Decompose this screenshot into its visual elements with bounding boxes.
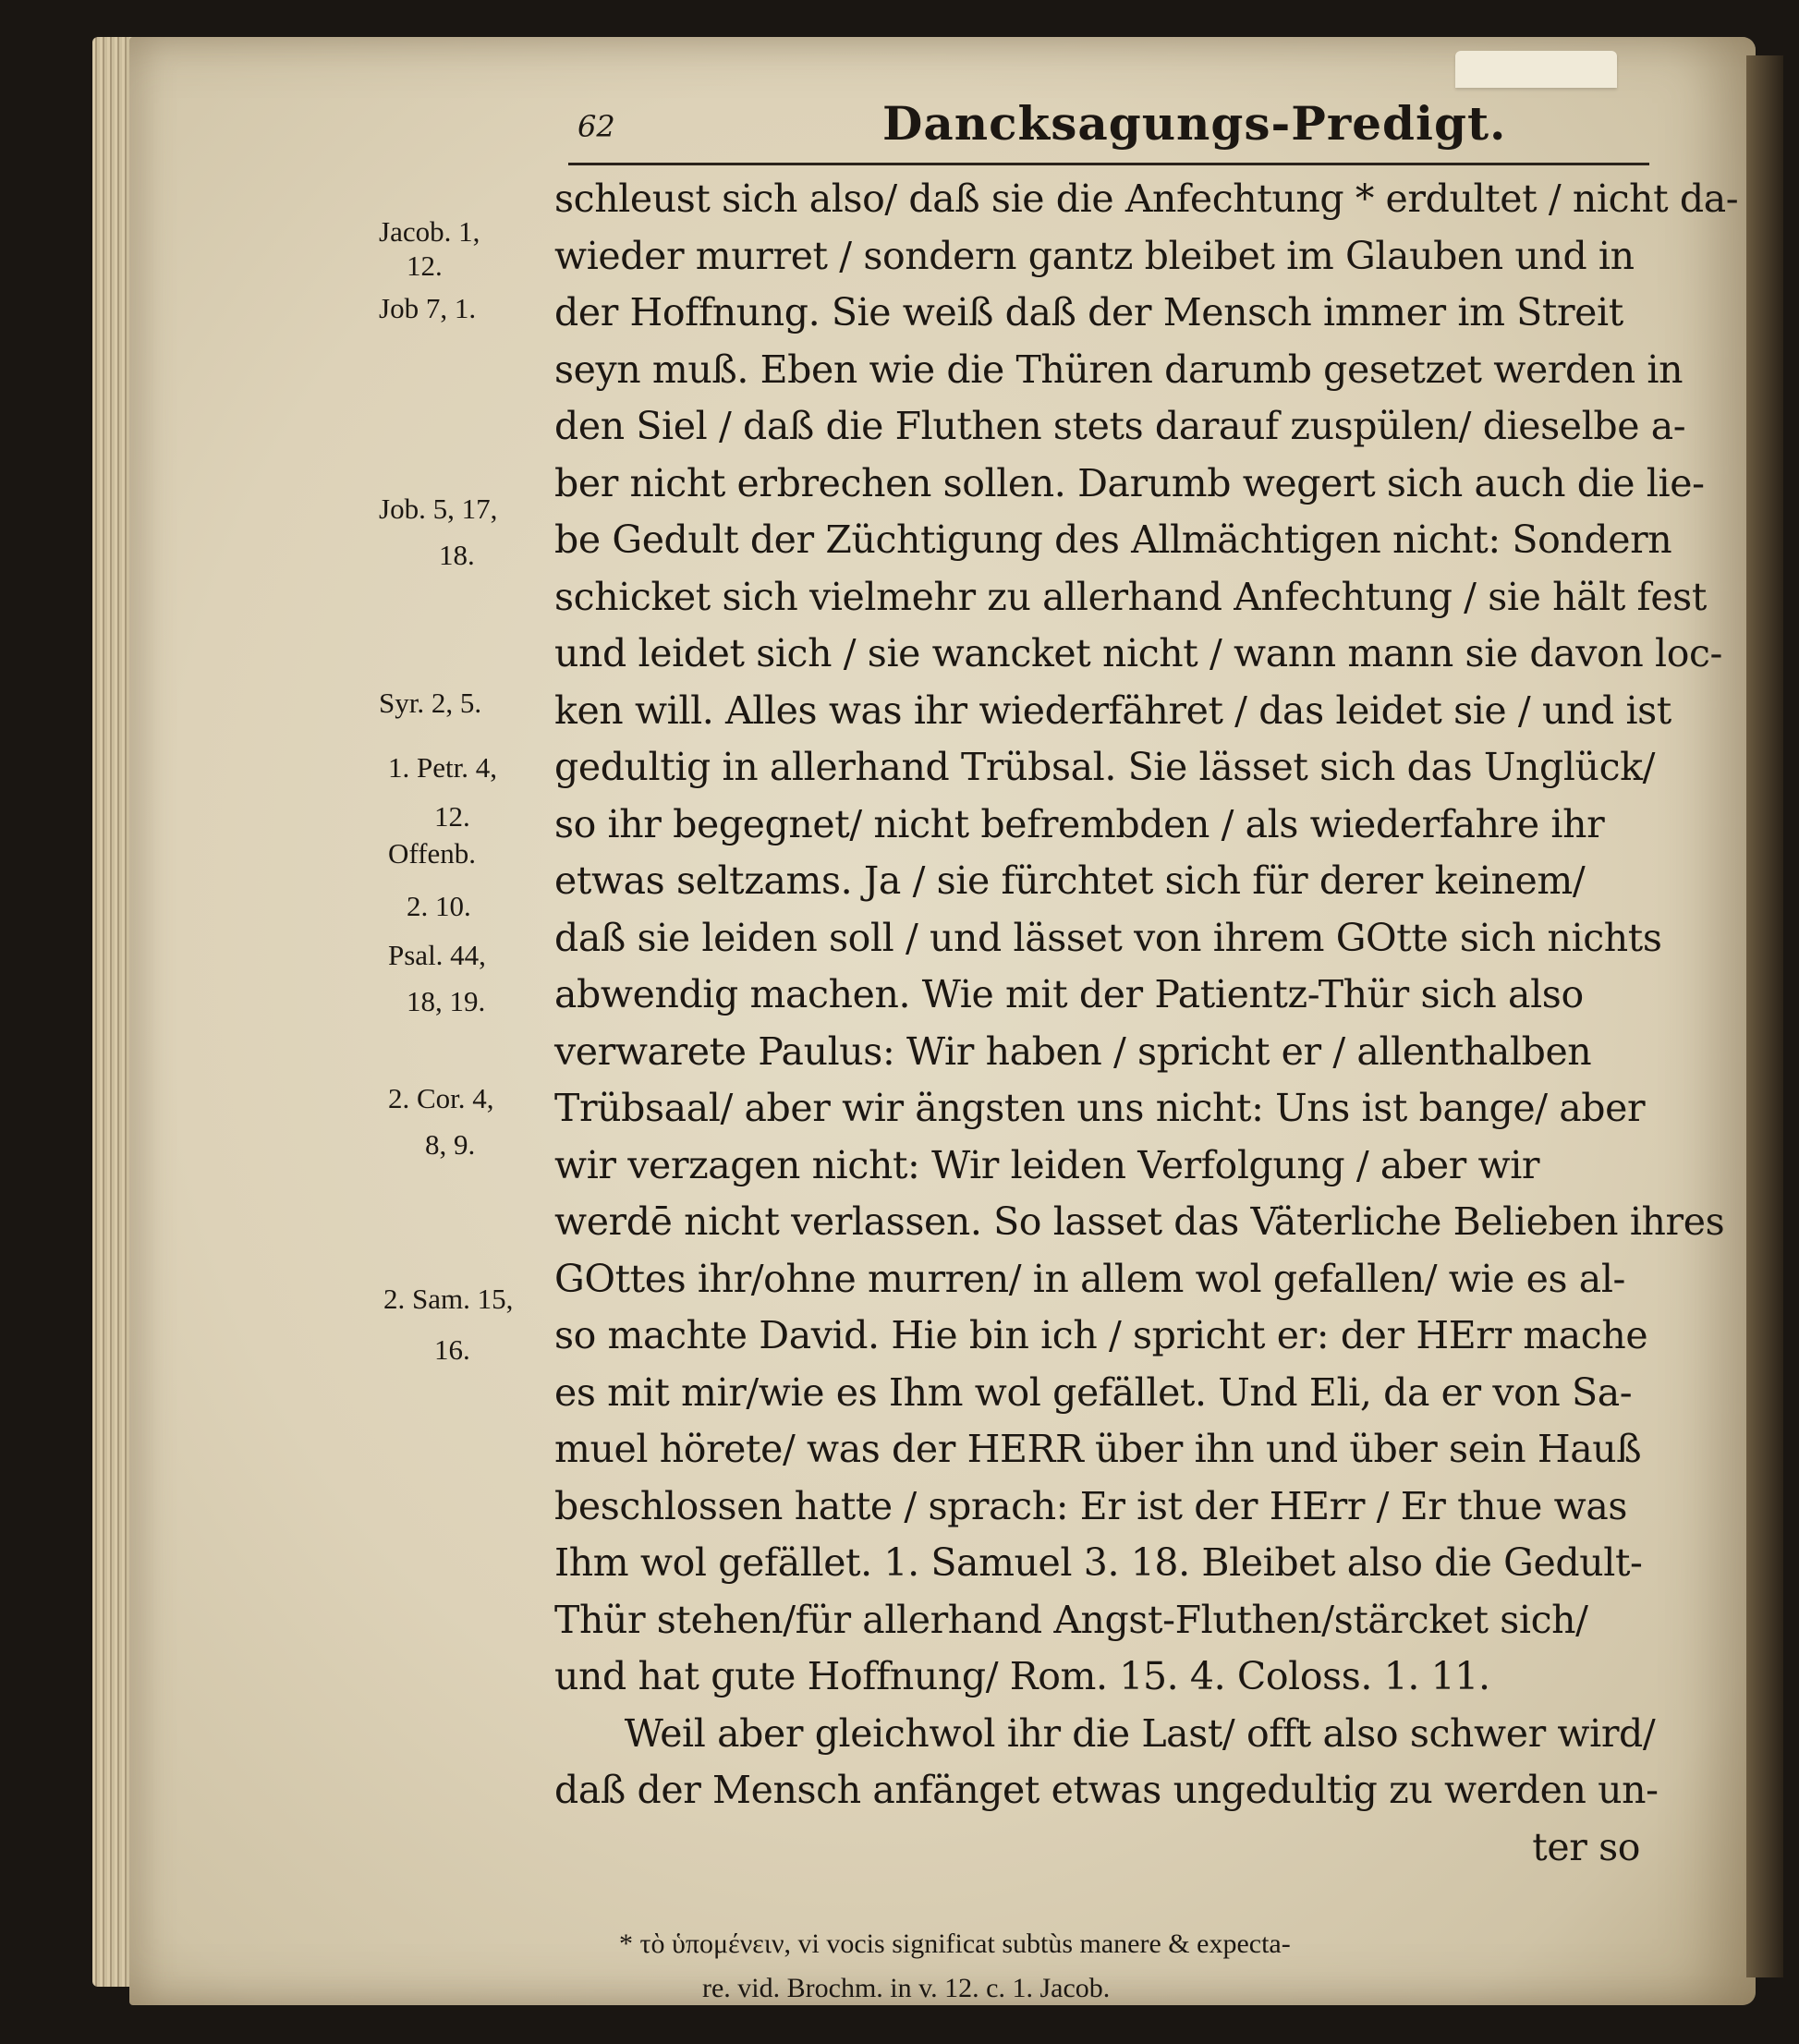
text-line: den Siel / daß die Fluthen stets darauf zuspülen/ dieselbe a- [554,404,1686,448]
text-line: GOttes ihr/ohne murren/ in allem wol gefallen/ wie es al- [554,1256,1626,1301]
text-line: schicket sich vielmehr zu allerhand Anfechtung / sie hält fest [554,574,1707,619]
margin-note: 2. Cor. 4, [388,1082,494,1114]
margin-note: Job 7, 1. [379,292,477,324]
text-line: Trübsaal/ aber wir ängsten uns nicht: Uns ist bange/ aber [554,1086,1646,1130]
text-line: und leidet sich / sie wancket nicht / wann mann sie davon loc- [554,631,1722,675]
margin-note: 18. [439,539,475,571]
text-line: schleust sich also/ daß sie die Anfechtung * erdultet / nicht da- [554,176,1739,221]
margin-note: 16. [434,1333,470,1366]
text-line: wieder murret / sondern gantz bleibet im Glauben und in [554,233,1635,278]
text-line: ken will. Alles was ihr wiederfähret / das leidet sie / und ist [554,687,1671,733]
text-line: muel hörete/ was der HERR über ihn und über sein Hauß [554,1427,1642,1471]
page-header [568,92,1649,166]
margin-note: 12. [407,249,443,282]
text-line: Thür stehen/für allerhand Angst-Fluthen/stärcket sich/ [554,1597,1588,1642]
catchword: ter so [1532,1824,1640,1869]
text-line: etwas seltzams. Ja / sie fürchtet sich für derer keinem/ [554,858,1586,903]
text-line: und hat gute Hoffnung/ Rom. 15. 4. Coloss. 1. 11. [554,1654,1490,1698]
torn-tab [1455,51,1617,88]
margin-note: 12. [434,800,470,833]
margin-note: Job. 5, 17, [379,493,498,525]
margin-note: 2. 10. [407,890,471,922]
text-line: so ihr begegnet/ nicht befrembden / als wiederfahre ihr [554,801,1605,846]
page-number: 62 [577,109,615,144]
text-line: be Gedult der Züchtigung des Allmächtigen nicht: Sondern [554,517,1672,562]
text-line: abwendig machen. Wie mit der Patientz-Thür sich also [554,972,1584,1016]
text-line: daß sie leiden soll / und lässet von ihrem GOtte sich nichts [554,915,1662,960]
margin-note: Syr. 2, 5. [379,687,482,719]
margin-note: Offenb. [388,837,476,870]
margin-note: Jacob. 1, [379,215,480,248]
margin-note: 8, 9. [425,1128,476,1161]
text-line: daß der Mensch anfänget etwas ungedultig zu werden un- [554,1768,1659,1812]
text-line: der Hoffnung. Sie weiß daß der Mensch immer im Streit [554,290,1623,335]
margin-note: 1. Petr. 4, [388,751,497,784]
footnote-line: re. vid. Brochm. in v. 12. c. 1. Jacob. [702,1973,1111,2003]
margin-note: 18, 19. [407,985,486,1017]
running-head: Dancksagungs-Predigt. [882,96,1507,151]
text-line: ber nicht erbrechen sollen. Darumb wegert sich auch die lie- [554,460,1705,505]
text-line: verwarete Paulus: Wir haben / spricht er / allenthalben [554,1028,1592,1074]
text-line: gedultig in allerhand Trübsal. Sie lässet sich das Unglück/ [554,745,1655,789]
header-rule [568,163,1649,165]
book-gutter [1746,55,1783,1977]
text-line: wir verzagen nicht: Wir leiden Verfolgung / aber wir [554,1142,1540,1187]
text-line: Ihm wol gefället. 1. Samuel 3. 18. Bleibet also die Gedult- [554,1540,1643,1585]
footnote-line: * τὸ ὑπομένειν, vi vocis significat subtùs manere & expecta- [619,1928,1291,1959]
margin-note: 2. Sam. 15, [383,1283,514,1315]
margin-note: Psal. 44, [388,939,486,971]
footnote [619,1922,1617,2011]
text-line: seyn muß. Eben wie die Thüren darumb gesetzet werden in [554,347,1684,392]
text-line: werdē nicht verlassen. So lasset das Väterliche Belieben ihres [554,1199,1725,1244]
body-text [554,171,1739,1876]
text-line: so machte David. Hie bin ich / spricht er: der HErr mache [554,1313,1648,1357]
text-line: beschlossen hatte / sprach: Er ist der HErr / Er thue was [554,1483,1628,1528]
text-line: Weil aber gleichwol ihr die Last/ offt also schwer wird/ [554,1710,1656,1756]
text-line: es mit mir/wie es Ihm wol gefället. Und Eli, da er von Sa- [554,1369,1633,1415]
